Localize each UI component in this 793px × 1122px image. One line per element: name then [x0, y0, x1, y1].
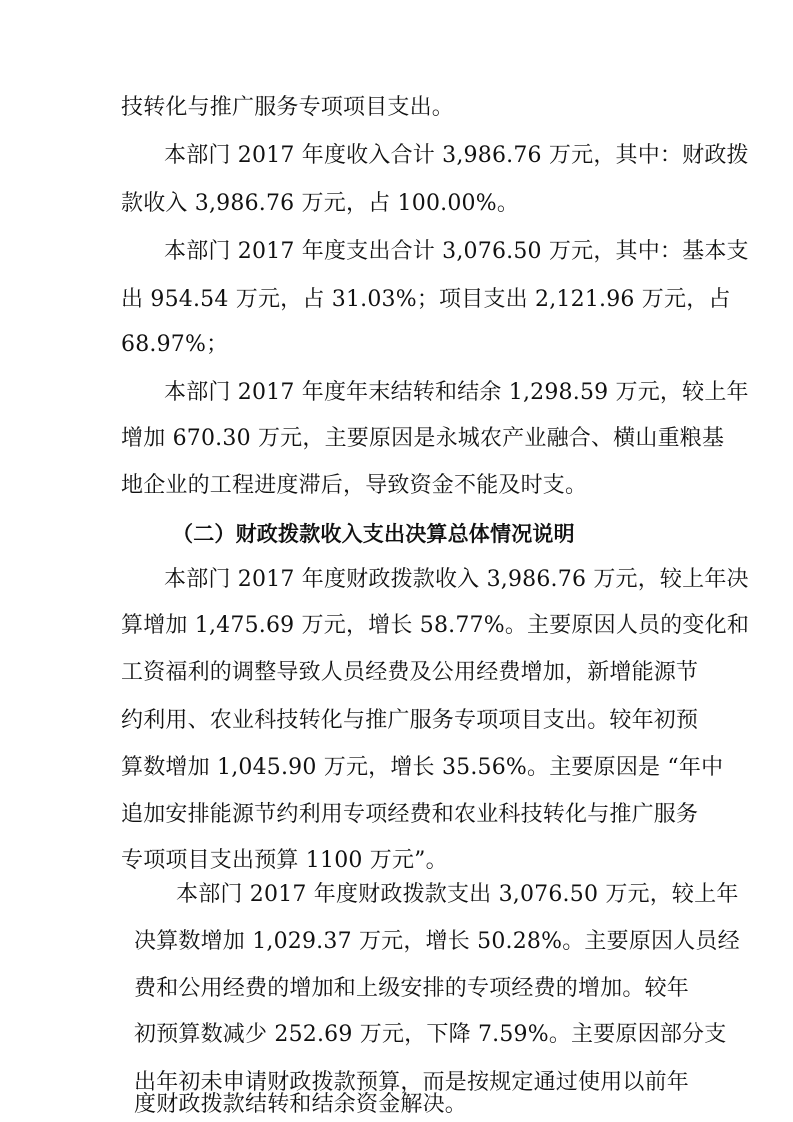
text-line-5: 出 954.54 万元，占 31.03%；项目支出 2,121.96 万元，占	[121, 287, 731, 312]
text-line-16: 追加安排能源节约利用专项经费和农业科技转化与推广服务	[121, 802, 699, 827]
text-line-11: 本部门 2017 年度财政拨款收入 3,986.76 万元，较上年决	[164, 567, 749, 592]
text-line-18: 本部门 2017 年度财政拨款支出 3,076.50 万元，较上年	[176, 882, 739, 907]
text-line-6: 68.97%；	[121, 332, 229, 357]
section-heading: （二）财政拨款收入支出决算总体情况说明	[172, 522, 575, 546]
text-line-14: 约利用、农业科技转化与推广服务专项项目支出。较年初预	[121, 708, 699, 733]
text-line-17: 专项项目支出预算 1100 万元”。	[121, 848, 448, 873]
text-line-13: 工资福利的调整导致人员经费及公用经费增加，新增能源节	[121, 660, 699, 685]
text-line-20: 费和公用经费的增加和上级安排的专项经费的增加。较年	[134, 976, 690, 1001]
text-line-4: 本部门 2017 年度支出合计 3,076.50 万元，其中：基本支	[164, 239, 749, 264]
text-line-12: 算增加 1,475.69 万元，增长 58.77%。主要原因人员的变化和	[121, 613, 750, 638]
text-line-21: 初预算数减少 252.69 万元，下降 7.59%。主要原因部分支	[134, 1022, 727, 1047]
text-line-2: 本部门 2017 年度收入合计 3,986.76 万元，其中：财政拨	[164, 143, 749, 168]
text-line-15: 算数增加 1,045.90 万元，增长 35.56%。主要原因是 “年中	[121, 755, 724, 780]
text-line-9: 地企业的工程进度滞后，导致资金不能及时支。	[121, 473, 588, 498]
text-line-7: 本部门 2017 年度年末结转和结余 1,298.59 万元，较上年	[164, 380, 749, 405]
text-line-8: 增加 670.30 万元，主要原因是永城农产业融合、横山重粮基	[121, 426, 725, 451]
text-line-23: 度财政拨款结转和结余资金解决。	[134, 1092, 468, 1117]
text-line-22: 出年初未申请财政拨款预算，而是按规定通过使用以前年	[134, 1070, 690, 1095]
text-line-19: 决算数增加 1,029.37 万元，增长 50.28%。主要原因人员经	[134, 929, 740, 954]
text-line-1: 技转化与推广服务专项项目支出。	[121, 95, 455, 120]
text-line-3: 款收入 3,986.76 万元，占 100.00%。	[121, 191, 520, 216]
